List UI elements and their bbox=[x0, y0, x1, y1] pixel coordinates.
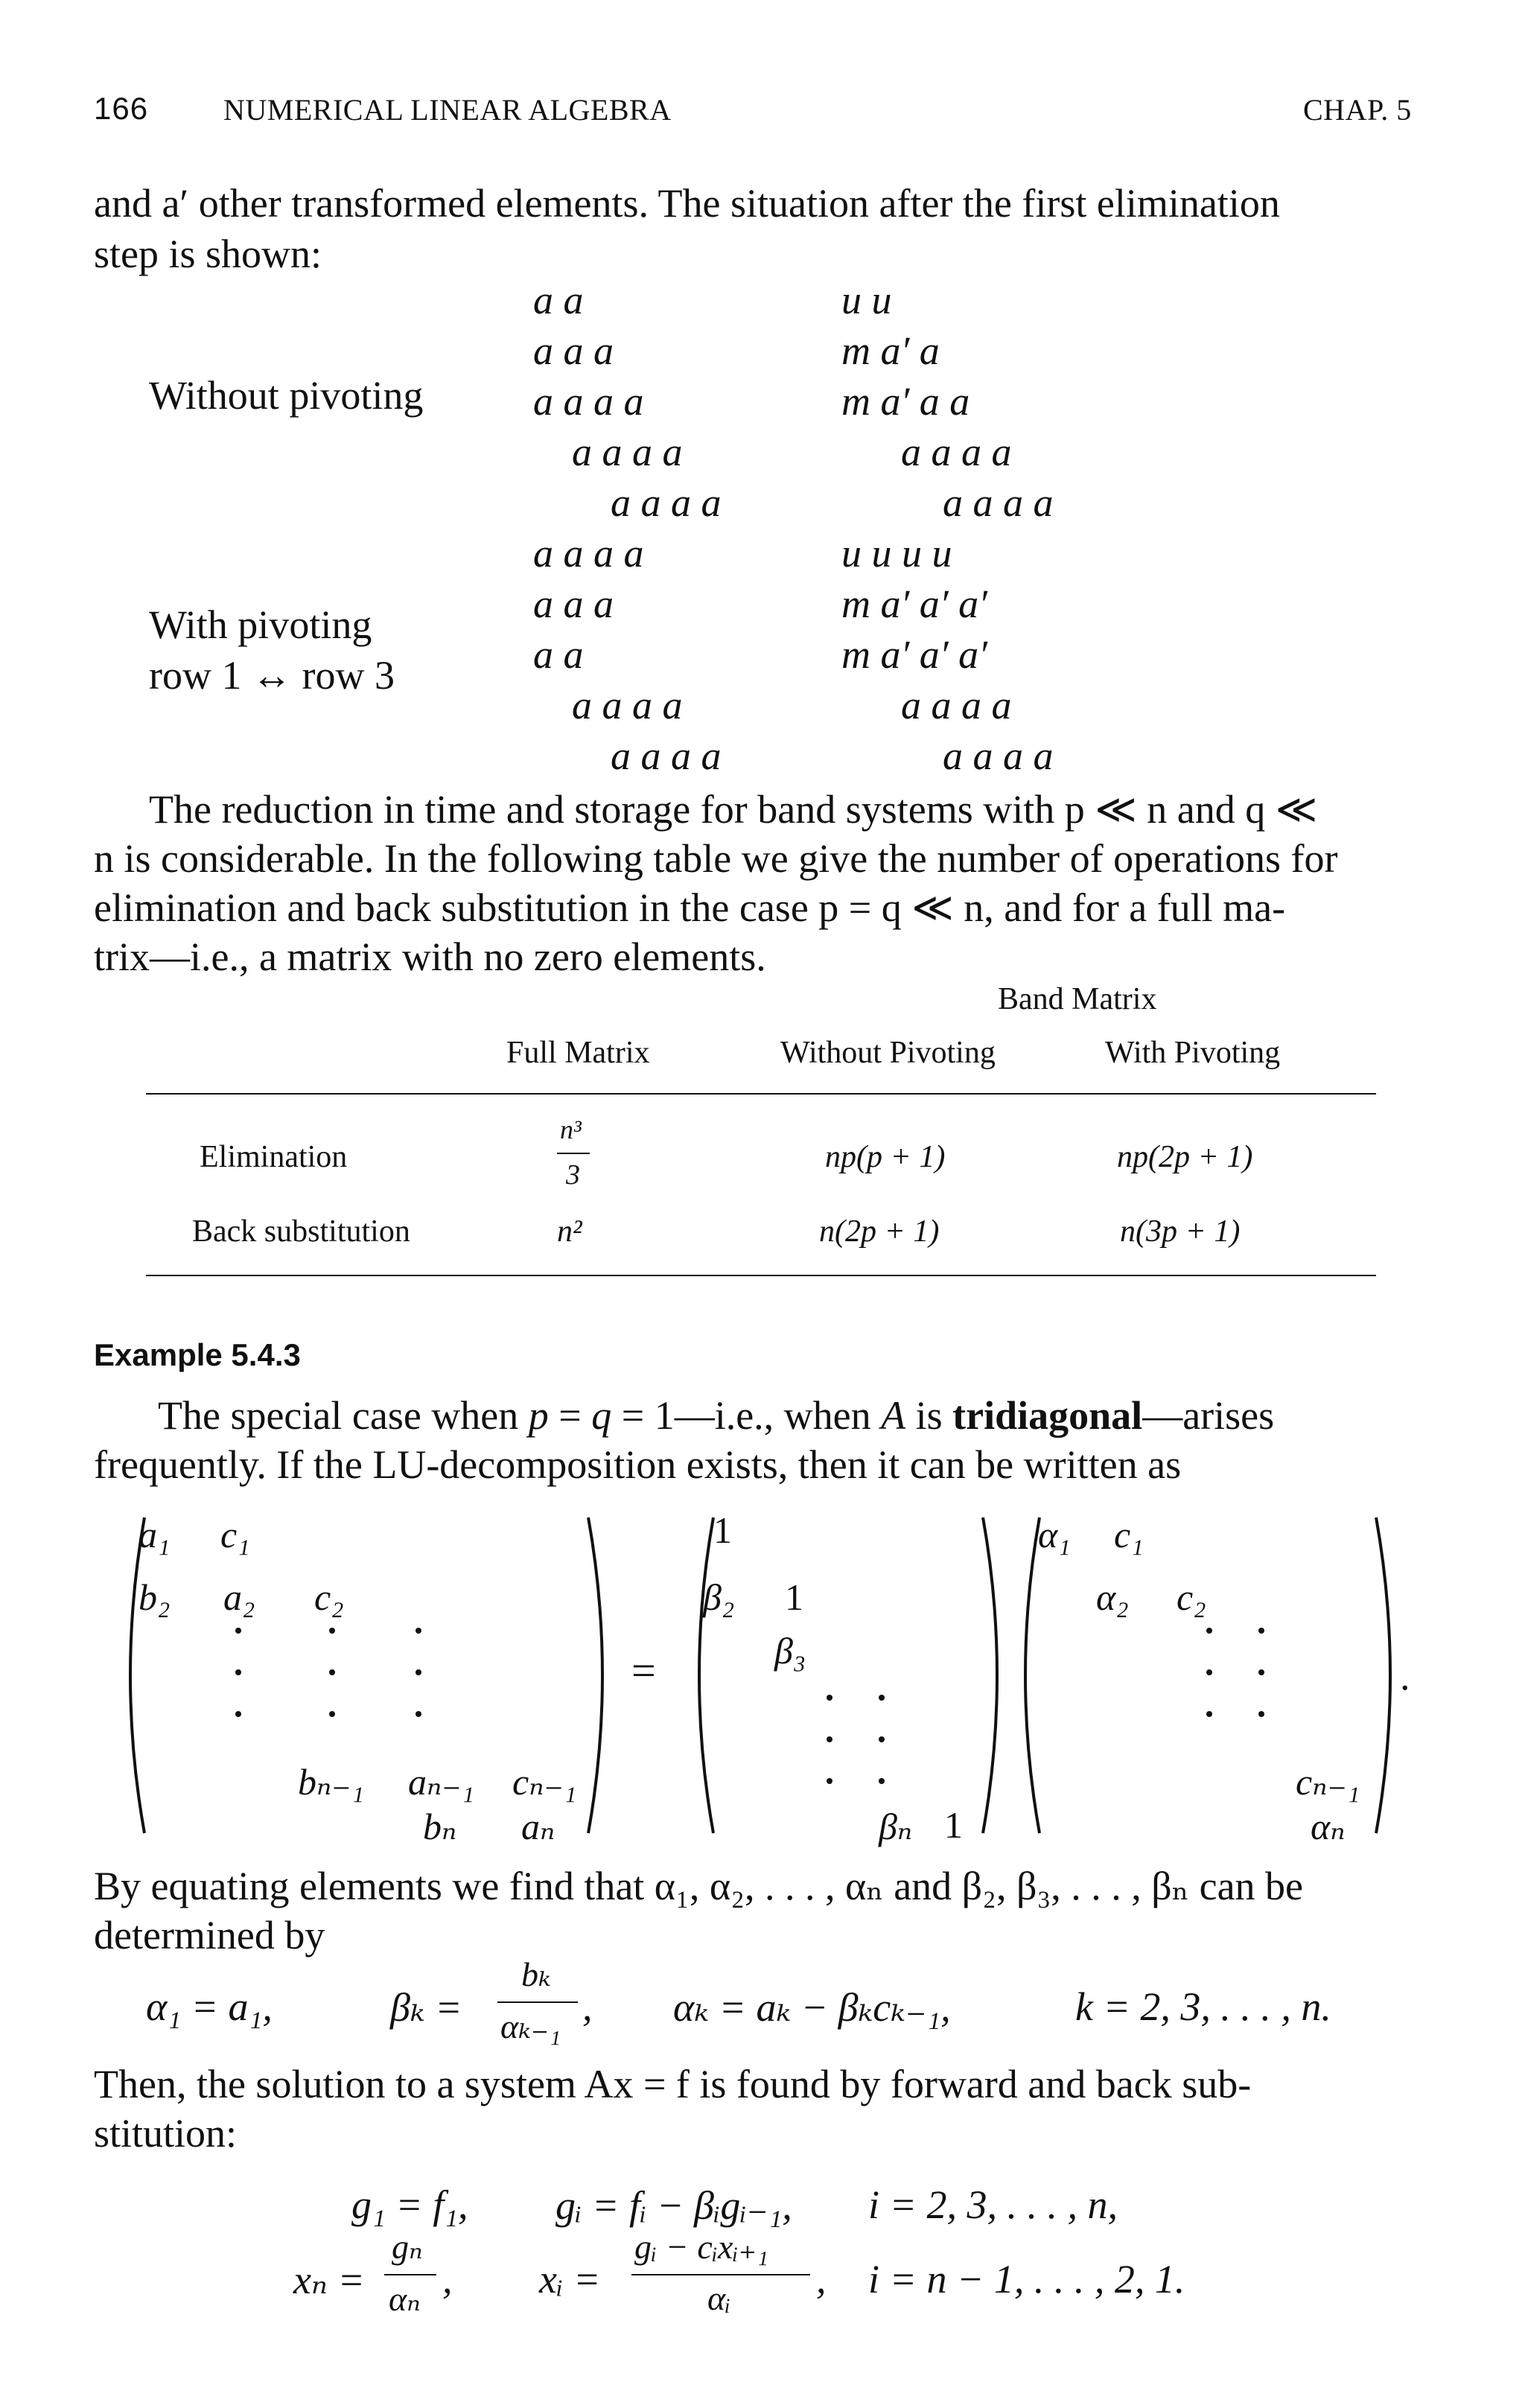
table-row-label: Back substitution bbox=[192, 1214, 410, 1249]
eq-irange1: i = 2, 3, . . . , n, bbox=[868, 2182, 1118, 2227]
para3-line1: By equating elements we find that α₁, α₂, . . . , αₙ and β₂, β₃, . . . , βₙ can be bbox=[94, 1864, 1304, 1908]
pattern-row: a a a a bbox=[901, 683, 1012, 727]
matrix-l-entry: β₃ bbox=[774, 1630, 806, 1672]
matrix-l-entry: 1 bbox=[944, 1804, 963, 1846]
table-row-label: Elimination bbox=[200, 1140, 348, 1174]
eq-comma: , bbox=[442, 2257, 453, 2302]
table-cell: n(3p + 1) bbox=[1120, 1214, 1241, 1249]
matrix-u-entry: α₂ bbox=[1096, 1576, 1129, 1618]
eq-krange: k = 2, 3, . . . , n. bbox=[1075, 1984, 1331, 2029]
pattern-row: a a a a bbox=[533, 531, 644, 576]
fraction-bar bbox=[384, 2274, 436, 2275]
matrix-a-entry: cₙ₋₁ bbox=[512, 1761, 577, 1803]
table-cell: n² bbox=[557, 1214, 582, 1249]
eq-alphak: αₖ = aₖ − βₖcₖ₋₁, bbox=[673, 1985, 951, 2030]
example-line1: The special case when p = q = 1—i.e., when A is tridiagonal—arises bbox=[158, 1393, 1275, 1438]
matrix-l-entry: 1 bbox=[785, 1576, 803, 1618]
example-title: Example 5.4.3 bbox=[94, 1337, 301, 1372]
pattern-row: u u u u bbox=[841, 531, 952, 576]
matrix-a-entry: a₂ bbox=[223, 1576, 255, 1618]
pattern-row: u u bbox=[841, 278, 892, 322]
eq-xn-num: gₙ bbox=[392, 2228, 423, 2266]
chapter-label: CHAP. 5 bbox=[1303, 93, 1412, 127]
matrix-l-left-paren bbox=[679, 1512, 724, 1839]
eq-comma: , bbox=[816, 2257, 827, 2302]
eq-irange2: i = n − 1, . . . , 2, 1. bbox=[868, 2257, 1185, 2302]
matrix-u-entry: αₙ bbox=[1311, 1806, 1346, 1847]
matrix-u-left-paren bbox=[1005, 1512, 1050, 1839]
pattern-row: m a′ a a bbox=[841, 379, 970, 424]
pattern-row: a a a a bbox=[943, 733, 1054, 778]
example-line2: frequently. If the LU-decomposition exists, then it can be written as bbox=[94, 1442, 1182, 1487]
matrix-u-entry: c₁ bbox=[1114, 1514, 1144, 1555]
matrix-a-entry: c₁ bbox=[220, 1514, 250, 1555]
equation-period: . bbox=[1400, 1654, 1410, 1698]
running-title: NUMERICAL LINEAR ALGEBRA bbox=[223, 93, 672, 127]
tridiagonal-term: tridiagonal bbox=[952, 1393, 1143, 1438]
pattern-row: m a′ a′ a′ bbox=[841, 582, 987, 626]
para3-line2: determined by bbox=[94, 1913, 325, 1958]
matrix-a-entry: aₙ bbox=[521, 1806, 555, 1847]
table-cell-full-den: 3 bbox=[566, 1159, 580, 1191]
para2-line2: n is considerable. In the following table we give the number of operations for bbox=[94, 836, 1338, 881]
matrix-u-entry: α₁ bbox=[1038, 1514, 1071, 1555]
matrix-a-left-paren bbox=[110, 1512, 155, 1839]
eq-beta-lhs: βₖ = bbox=[390, 1985, 462, 2030]
matrix-u-dots bbox=[1191, 1623, 1311, 1735]
matrix-u-entry: c₂ bbox=[1177, 1576, 1206, 1618]
pattern-row: a a a bbox=[533, 582, 614, 626]
matrix-l-dots bbox=[812, 1690, 931, 1802]
table-cell-full-num: n³ bbox=[560, 1115, 582, 1144]
eq-g1: g₁ = f₁, bbox=[351, 2182, 468, 2227]
table-top-rule bbox=[146, 1093, 1376, 1095]
table-cell: n(2p + 1) bbox=[819, 1214, 940, 1249]
equals-sign: = bbox=[631, 1646, 656, 1695]
matrix-u-entry: cₙ₋₁ bbox=[1296, 1761, 1360, 1803]
table-col-with: With Pivoting bbox=[1105, 1036, 1281, 1070]
pattern-row: a a a bbox=[533, 328, 614, 373]
matrix-a-entry: a₁ bbox=[139, 1514, 171, 1555]
eq-xi-den: αᵢ bbox=[707, 2279, 731, 2317]
table-band-header: Band Matrix bbox=[998, 982, 1157, 1016]
para2-line4: trix—i.e., a matrix with no zero elements. bbox=[94, 934, 766, 979]
eq-xi-lhs: xᵢ = bbox=[539, 2257, 601, 2302]
pattern-row: m a′ a′ a′ bbox=[841, 632, 987, 677]
without-pivoting-label: Without pivoting bbox=[149, 373, 424, 418]
pattern-row: m a′ a bbox=[841, 328, 940, 373]
eq-gi: gᵢ = fᵢ − βᵢgᵢ₋₁, bbox=[555, 2183, 792, 2228]
para4-line2: stitution: bbox=[94, 2111, 238, 2156]
matrix-a-entry: bₙ₋₁ bbox=[298, 1761, 365, 1803]
table-cell: np(2p + 1) bbox=[1117, 1140, 1253, 1174]
matrix-l-entry: βₙ bbox=[879, 1806, 913, 1847]
pattern-row: a a a a bbox=[943, 480, 1054, 525]
matrix-a-entry: aₙ₋₁ bbox=[408, 1761, 475, 1803]
page-number: 166 bbox=[94, 91, 149, 126]
matrix-a-right-paren bbox=[578, 1512, 623, 1839]
fraction-bar bbox=[497, 2001, 578, 2003]
matrix-a-entry: b₂ bbox=[139, 1576, 171, 1618]
para2-line3: elimination and back substitution in the case p = q ≪ n, and for a full ma- bbox=[94, 885, 1286, 930]
pattern-row: a a a a bbox=[572, 683, 683, 727]
pattern-row: a a a a bbox=[533, 379, 644, 424]
eq-beta-num: bₖ bbox=[521, 1955, 551, 1993]
eq-xn-lhs: xₙ = bbox=[293, 2258, 365, 2302]
fraction-bar bbox=[557, 1153, 590, 1154]
matrix-a-entry: bₙ bbox=[423, 1806, 457, 1847]
eq-comma: , bbox=[582, 1984, 593, 2029]
matrix-l-entry: 1 bbox=[713, 1509, 732, 1551]
matrix-a-entry: c₂ bbox=[314, 1576, 344, 1618]
eq-xi-num: gᵢ − cᵢxᵢ₊₁ bbox=[634, 2228, 768, 2266]
with-pivoting-label-line1: With pivoting bbox=[149, 602, 372, 647]
pattern-row: a a a a bbox=[611, 480, 722, 525]
eq-beta-den: αₖ₋₁ bbox=[500, 2007, 561, 2045]
pattern-row: a a a a bbox=[572, 430, 683, 474]
table-col-without: Without Pivoting bbox=[780, 1036, 996, 1070]
eq-alpha1: α₁ = a₁, bbox=[146, 1984, 273, 2029]
pattern-row: a a a a bbox=[611, 733, 722, 778]
fraction-bar bbox=[631, 2274, 810, 2275]
pattern-row: a a bbox=[533, 632, 584, 677]
pattern-row: a a bbox=[533, 278, 584, 322]
matrix-l-entry: β₂ bbox=[703, 1576, 735, 1618]
table-cell: np(p + 1) bbox=[825, 1140, 946, 1174]
para1-line2: step is shown: bbox=[94, 232, 322, 276]
table-bottom-rule bbox=[146, 1275, 1376, 1276]
matrix-a-dots bbox=[220, 1623, 474, 1742]
table-col-full: Full Matrix bbox=[506, 1036, 650, 1070]
para2-line1: The reduction in time and storage for band systems with p ≪ n and q ≪ bbox=[149, 787, 1318, 832]
pattern-row: a a a a bbox=[901, 430, 1012, 474]
eq-xn-den: αₙ bbox=[389, 2280, 421, 2318]
para4-line1: Then, the solution to a system Ax = f is found by forward and back sub- bbox=[94, 2062, 1252, 2106]
with-pivoting-label-line2: row 1 ↔ row 3 bbox=[149, 653, 395, 698]
para1-line1: and a′ other transformed elements. The situation after the first elimination bbox=[94, 181, 1280, 226]
